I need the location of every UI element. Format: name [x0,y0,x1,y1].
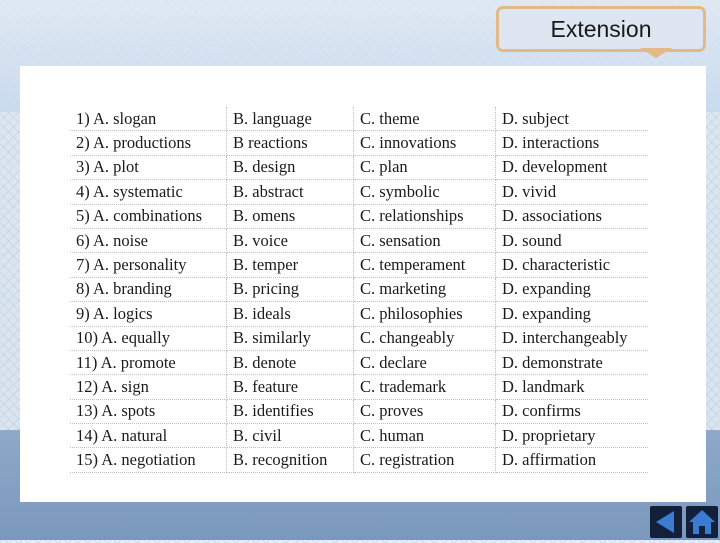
option-b-cell: B. design [227,155,354,179]
option-d-cell: D. affirmation [496,448,649,472]
option-a-cell: 6) A. noise [70,228,227,252]
question-row-10 [70,326,648,350]
question-row-7 [70,253,648,277]
option-d-cell: D. sound [496,228,649,252]
option-a-cell: 15) A. negotiation [70,448,227,472]
option-c-cell: C. declare [354,350,496,374]
option-b-cell: B. ideals [227,302,354,326]
option-a-cell: 14) A. natural [70,424,227,448]
question-row-15 [70,448,648,472]
option-d-cell: D. subject [496,107,649,131]
question-row-2 [70,131,648,155]
option-b-cell: B. civil [227,424,354,448]
option-c-cell: C. theme [354,107,496,131]
option-c-cell: C. symbolic [354,180,496,204]
option-c-cell: C. proves [354,399,496,423]
option-a-cell: 8) A. branding [70,277,227,301]
option-b-cell: B. pricing [227,277,354,301]
home-icon [686,506,718,538]
option-d-cell: D. landmark [496,375,649,399]
question-row-11 [70,350,648,374]
option-c-cell: C. trademark [354,375,496,399]
question-row-14 [70,424,648,448]
option-b-cell: B reactions [227,131,354,155]
option-c-cell: C. temperament [354,253,496,277]
title-notch-decoration [640,48,672,58]
question-row-12 [70,375,648,399]
slide-title-text: Extension [550,15,652,42]
option-d-cell: D. expanding [496,277,649,301]
question-row-9 [70,302,648,326]
option-a-cell: 3) A. plot [70,155,227,179]
option-c-cell: C. changeably [354,326,496,350]
option-a-cell: 4) A. systematic [70,180,227,204]
option-d-cell: D. interchangeably [496,326,649,350]
option-a-cell: 1) A. slogan [70,107,227,131]
vocabulary-options-table [70,107,648,473]
option-c-cell: C. relationships [354,204,496,228]
option-b-cell: B. feature [227,375,354,399]
option-d-cell: D. characteristic [496,253,649,277]
option-a-cell: 10) A. equally [70,326,227,350]
option-d-cell: D. associations [496,204,649,228]
question-row-5 [70,204,648,228]
option-b-cell: B. omens [227,204,354,228]
previous-slide-button[interactable] [650,506,682,538]
option-a-cell: 2) A. productions [70,131,227,155]
option-a-cell: 13) A. spots [70,399,227,423]
option-a-cell: 12) A. sign [70,375,227,399]
option-b-cell: B. similarly [227,326,354,350]
option-d-cell: D. vivid [496,180,649,204]
question-row-4 [70,180,648,204]
option-d-cell: D. interactions [496,131,649,155]
option-c-cell: C. sensation [354,228,496,252]
option-b-cell: B. abstract [227,180,354,204]
option-c-cell: C. human [354,424,496,448]
option-d-cell: D. expanding [496,302,649,326]
option-b-cell: B. language [227,107,354,131]
option-a-cell: 7) A. personality [70,253,227,277]
option-c-cell: C. registration [354,448,496,472]
question-row-13 [70,399,648,423]
option-c-cell: C. innovations [354,131,496,155]
option-c-cell: C. philosophies [354,302,496,326]
option-b-cell: B. denote [227,350,354,374]
option-b-cell: B. voice [227,228,354,252]
option-c-cell: C. marketing [354,277,496,301]
option-b-cell: B. recognition [227,448,354,472]
option-c-cell: C. plan [354,155,496,179]
question-row-1 [70,107,648,131]
question-row-6 [70,228,648,252]
slide-title [496,6,706,52]
option-d-cell: D. development [496,155,649,179]
option-d-cell: D. confirms [496,399,649,423]
content-card [20,66,706,502]
triangle-left-icon [650,506,682,538]
home-button[interactable] [686,506,718,538]
option-a-cell: 11) A. promote [70,350,227,374]
option-a-cell: 5) A. combinations [70,204,227,228]
question-row-3 [70,155,648,179]
option-d-cell: D. demonstrate [496,350,649,374]
option-b-cell: B. temper [227,253,354,277]
options-table-body [70,107,648,472]
question-row-8 [70,277,648,301]
option-d-cell: D. proprietary [496,424,649,448]
option-b-cell: B. identifies [227,399,354,423]
option-a-cell: 9) A. logics [70,302,227,326]
